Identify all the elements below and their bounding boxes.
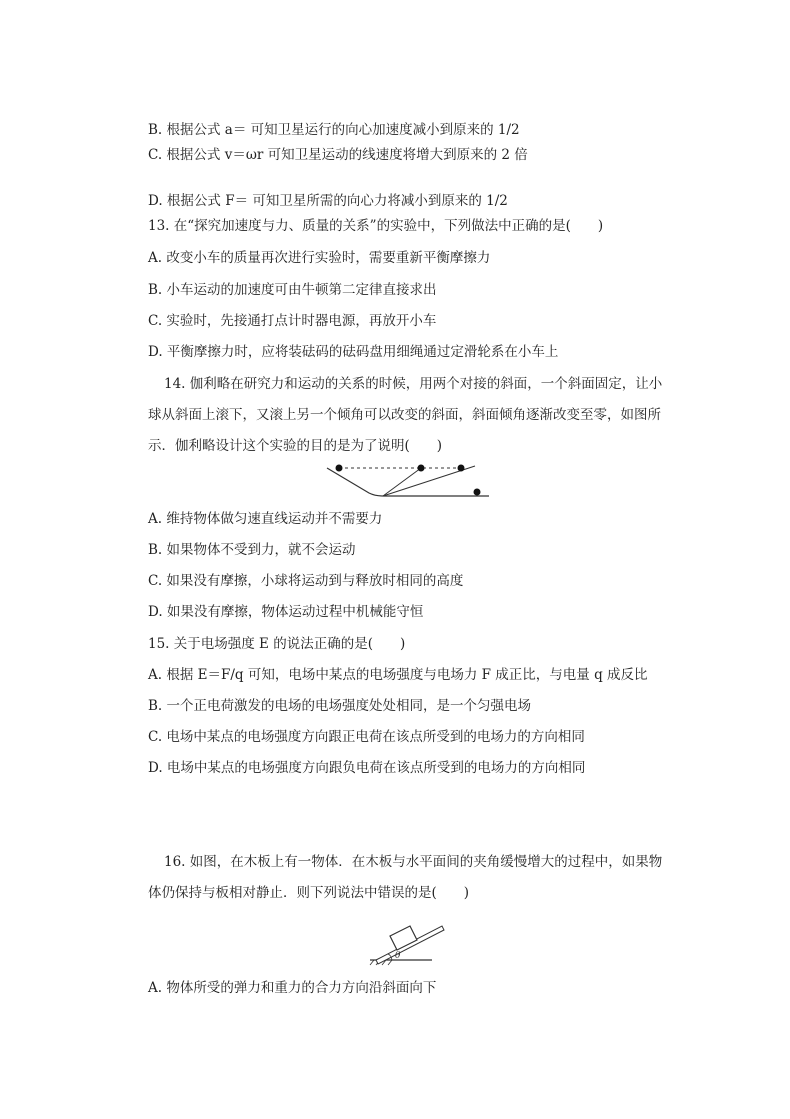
question-13-option-d: D. 平衡摩擦力时，应将装砝码的砝码盘用细绳通过定滑轮系在小车上 — [148, 344, 559, 360]
option-c-line: C. 根据公式 v＝ωr 可知卫星运动的线速度将增大到原来的 2 倍 — [148, 147, 528, 163]
incline-steep — [383, 468, 421, 496]
option-b-line: B. 根据公式 a＝ 可知卫星运行的向心加速度减小到原来的 1/2 — [148, 122, 520, 138]
galileo-incline-figure — [325, 458, 495, 503]
question-13-option-a: A. 改变小车的质量再次进行实验时，需要重新平衡摩擦力 — [148, 250, 491, 266]
question-16-option-a: A. 物体所受的弹力和重力的合力方向沿斜面向下 — [148, 980, 437, 996]
question-15-option-d: D. 电场中某点的电场强度方向跟负电荷在该点所受到的电场力的方向相同 — [148, 760, 586, 776]
question-15: 15. 关于电场强度 E 的说法正确的是( ) — [148, 636, 406, 652]
question-14-line-3: 示．伽利略设计这个实验的目的是为了说明( ) — [148, 438, 443, 454]
ball-flat — [474, 489, 481, 496]
fixed-incline — [327, 468, 489, 496]
ball-steep — [418, 465, 425, 472]
ball-start — [336, 465, 343, 472]
question-13: 13. 在“探究加速度与力、质量的关系”的实验中，下列做法中正确的是( ) — [148, 218, 604, 234]
question-14-option-a: A. 维持物体做匀速直线运动并不需要力 — [148, 511, 383, 527]
question-14-option-c: C. 如果没有摩擦，小球将运动到与释放时相同的高度 — [148, 573, 464, 589]
inclined-board-figure — [368, 908, 448, 968]
question-14-option-b: B. 如果物体不受到力，就不会运动 — [148, 542, 356, 558]
question-13-option-b: B. 小车运动的加速度可由牛顿第二定律直接求出 — [148, 282, 437, 298]
ball-shallow — [458, 465, 465, 472]
option-d-line: D. 根据公式 F＝ 可知卫星所需的向心力将减小到原来的 1/2 — [148, 193, 508, 209]
angle-label: θ — [395, 951, 401, 961]
question-13-option-c: C. 实验时，先接通打点计时器电源，再放开小车 — [148, 313, 437, 329]
question-14-line-1: 14. 伽利略在研究力和运动的关系的时候，用两个对接的斜面，一个斜面固定，让小 — [164, 376, 663, 392]
question-15-option-a: A. 根据 E＝F/q 可知，电场中某点的电场强度与电场力 F 成正比，与电量 q 成反比 — [148, 667, 648, 683]
question-15-option-c: C. 电场中某点的电场强度方向跟正电荷在该点所受到的电场力的方向相同 — [148, 729, 585, 745]
question-14-line-2: 球从斜面上滚下，又滚上另一个倾角可以改变的斜面，斜面倾角逐渐改变至零，如图所 — [148, 407, 661, 423]
question-16-line-1: 16. 如图，在木板上有一物体．在木板与水平面间的夹角缓慢增大的过程中，如果物 — [164, 854, 663, 870]
question-15-option-b: B. 一个正电荷激发的电场的电场强度处处相同，是一个匀强电场 — [148, 698, 532, 714]
question-14-option-d: D. 如果没有摩擦，物体运动过程中机械能守恒 — [148, 604, 424, 620]
question-16-line-2: 体仍保持与板相对静止．则下列说法中错误的是( ) — [148, 885, 470, 901]
